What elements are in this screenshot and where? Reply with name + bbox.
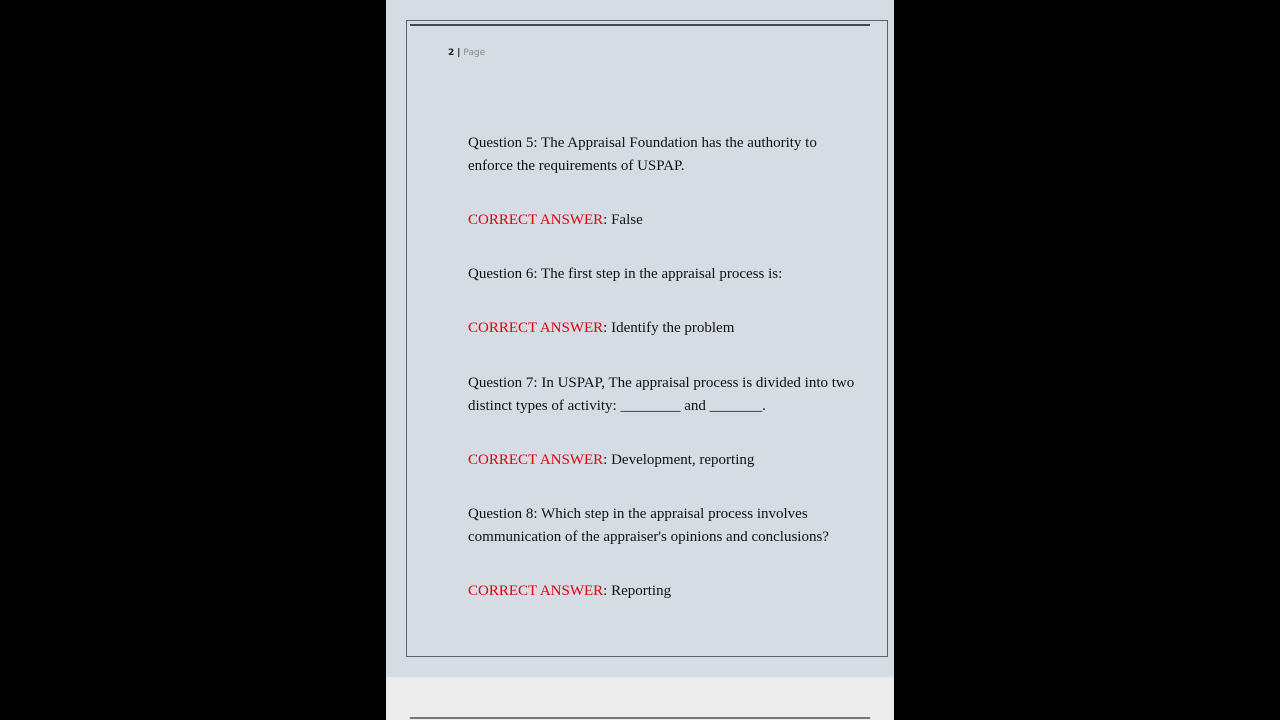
page-number (448, 48, 485, 58)
answer-text: : Development, reporting (603, 452, 755, 468)
answer-text: : False (603, 212, 643, 228)
answer-6 (468, 317, 734, 340)
answer-label: CORRECT ANSWER (468, 583, 604, 599)
answer-7 (468, 449, 754, 472)
page-number-value: 2 (448, 48, 455, 58)
question-line: enforce the requirements of USPAP. (468, 158, 685, 174)
document-page (386, 0, 894, 677)
question-line: Question 5: The Appraisal Foundation has the authority to (468, 135, 817, 151)
answer-label: CORRECT ANSWER (468, 320, 604, 336)
page-border (406, 20, 888, 657)
answer-5 (468, 209, 643, 232)
question-line: distinct types of activity: ________ and _______. (468, 398, 766, 414)
question-line: Question 7: In USPAP, The appraisal process is divided into two (468, 375, 855, 391)
question-line: Question 8: Which step in the appraisal process involves (468, 506, 808, 522)
question-line: communication of the appraiser's opinions and conclusions? (468, 529, 829, 545)
answer-text: : Reporting (603, 583, 672, 599)
answer-text: : Identify the problem (603, 320, 735, 336)
next-page-header-rule (410, 717, 870, 719)
question-7 (468, 372, 854, 418)
question-line: Question 6: The first step in the appraisal process is: (468, 266, 783, 282)
question-6 (468, 263, 782, 286)
header-rule (410, 24, 870, 26)
next-page-preview (386, 677, 894, 720)
answer-8 (468, 580, 671, 603)
question-8 (468, 503, 829, 549)
page-label: Page (463, 48, 486, 58)
question-5 (468, 132, 817, 178)
page-separator: | (457, 48, 461, 58)
answer-label: CORRECT ANSWER (468, 212, 604, 228)
answer-label: CORRECT ANSWER (468, 452, 604, 468)
